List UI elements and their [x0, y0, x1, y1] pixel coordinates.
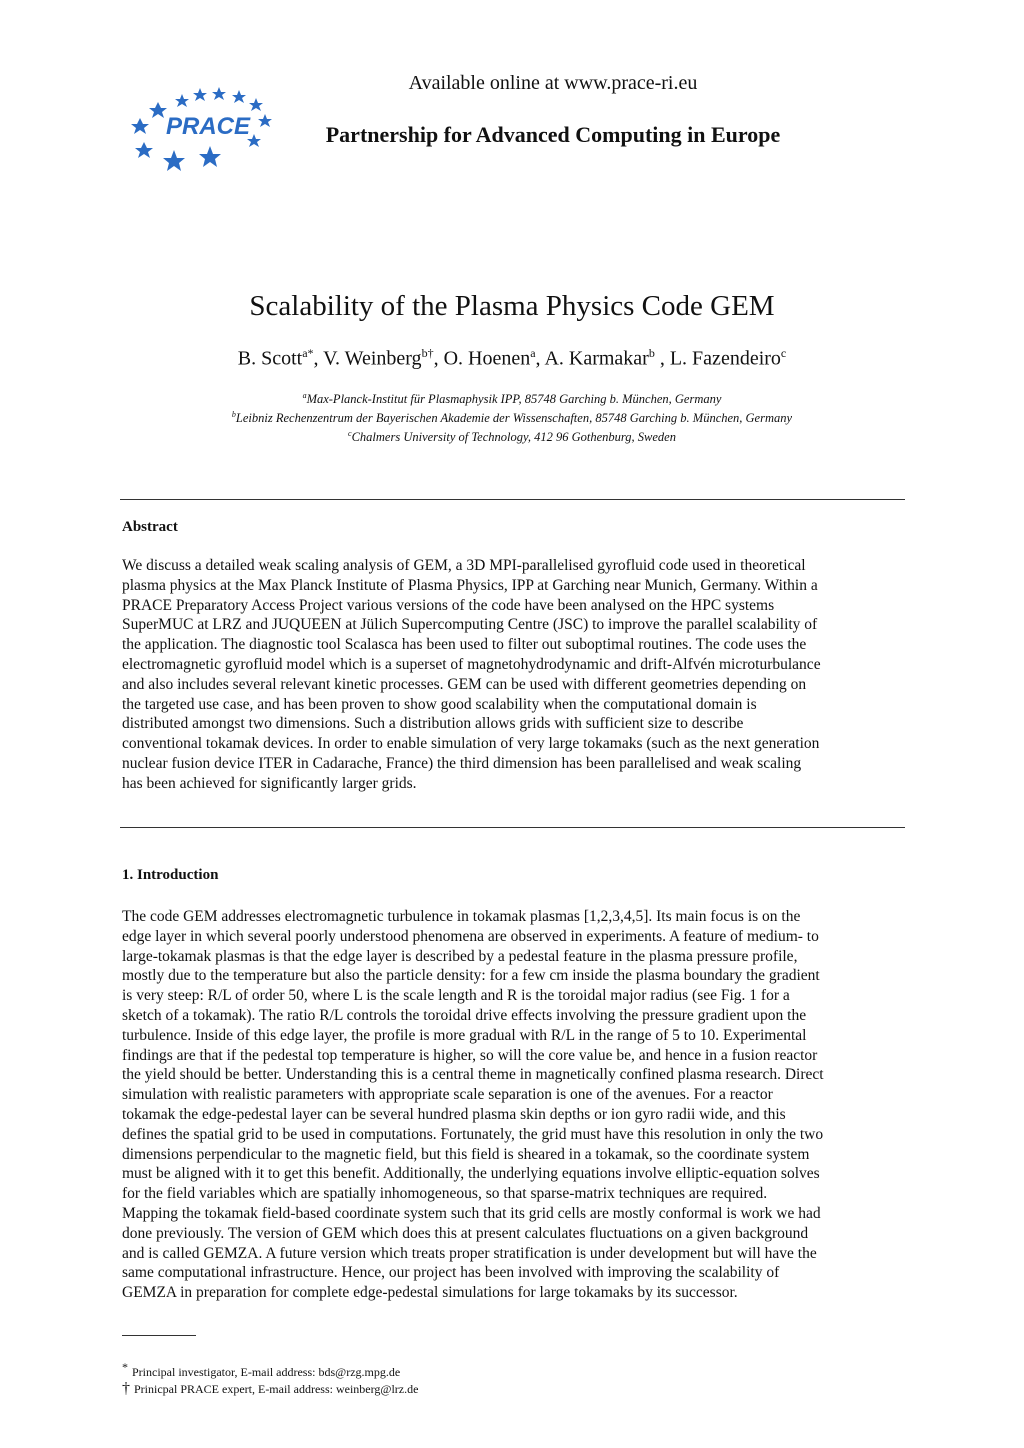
footnote-mark: *	[122, 1360, 128, 1374]
affiliations	[0, 388, 1024, 445]
intro-line: same computational infrastructure. Hence, our project has been involved with improving the scalability of	[122, 1264, 780, 1282]
affiliation	[0, 426, 1024, 445]
author-sup: b†	[421, 346, 434, 360]
abstract-line: has been achieved for significantly larger grids.	[122, 774, 417, 792]
abstract-line: conventional tokamak devices. In order to enable simulation of very large tokamaks (such as the next generation	[122, 735, 820, 753]
intro-line: for the field variables which are spatially inhomogeneous, so that sparse-matrix techniques are required.	[122, 1185, 768, 1203]
intro-line: defines the spatial grid to be used in computations. Fortunately, the grid must have this resolution in only the two	[122, 1125, 824, 1143]
intro-line: is very steep: R/L of order 50, where L is the scale length and R is the toroidal major radius (see Fig. 1 for a	[122, 987, 790, 1005]
intro-line: tokamak the edge-pedestal layer can be several hundred plasma skin depths or ion gyro radii wide, and this	[122, 1105, 786, 1123]
abstract-top-rule	[120, 499, 905, 500]
introduction-heading: 1. Introduction	[122, 867, 219, 883]
abstract-line: plasma physics at the Max Planck Institute of Plasma Physics, IPP at Garching near Munich, Germany. Within a	[122, 576, 818, 594]
footnote-text: Prinicpal PRACE expert, E-mail address: weinberg@lrz.de	[134, 1382, 419, 1396]
intro-line: simulation with realistic parameters with appropriate scale separation is one of the avenues. For a reactor	[122, 1086, 773, 1104]
available-online: Available online at www.prace-ri.eu	[408, 72, 698, 94]
author-name: V. Weinberg	[323, 347, 422, 370]
footnote-text: Principal investigator, E-mail address: bds@rzg.mpg.de	[132, 1365, 401, 1379]
abstract-line: distributed amongst two dimensions. Such a distribution allows grids with sufficient size to describe	[122, 715, 744, 733]
affiliation-sup: a	[302, 391, 307, 400]
author-name: L. Fazendeiro	[669, 347, 781, 370]
abstract-line: PRACE Preparatory Access Project various versions of the code have been analysed on the HPC systems	[122, 596, 775, 614]
intro-line: Mapping the tokamak field-based coordinate system such that its grid cells are mostly conformal is work we had	[122, 1204, 821, 1222]
intro-line: must be aligned with it to get this benefit. Additionally, the underlying equations involve elliptic-equation solves	[122, 1165, 820, 1183]
affiliation-text: Max-Planck-Institut für Plasmaphysik IPP, 85748 Garching b. München, Germany	[306, 392, 722, 407]
intro-line: mostly due to the temperature but also the particle density: for a few cm inside the plasma boundary the gradient	[122, 967, 820, 985]
intro-line: dimensions perpendicular to the magnetic field, but this field is sheared in a tokamak, so the coordinate system	[122, 1145, 810, 1163]
abstract-line: the application. The diagnostic tool Scalasca has been used to filter out suboptimal routines. The code uses the	[122, 636, 807, 654]
abstract-line: SuperMUC at LRZ and JUQUEEN at Jülich Supercomputing Centre (JSC) to improve the parallel scalability of	[122, 616, 818, 634]
footnote-1	[122, 1360, 400, 1380]
affiliation-sup: c	[348, 429, 352, 439]
abstract-line: electromagnetic gyrofluid model which is a superset of magnetohydrodynamic and drift-Alfvén microturbulance	[122, 655, 821, 673]
affiliation	[0, 388, 1024, 407]
intro-line: sketch of a tokamak). The ratio R/L controls the toroidal drive effects involving the pressure gradient upon the	[122, 1006, 807, 1024]
intro-line: large-tokamak plasmas is that the edge layer is described by a pedestal feature in the plasma pressure profile,	[122, 947, 798, 965]
intro-line: turbulence. Inside of this edge layer, the profile is more gradual with R/L in the range of 5 to 10. Experimental	[122, 1026, 807, 1044]
abstract-line: the targeted use case, and has been proven to show good scalability when the computational domain is	[122, 695, 757, 713]
footnote-mark: †	[122, 1380, 130, 1397]
author-sup: a	[530, 346, 536, 360]
author-name: O. Hoenen	[443, 347, 531, 370]
intro-line: done previously. The version of GEM which does this at present calculates fluctuations on a given background	[122, 1224, 809, 1242]
footnote-rule	[122, 1335, 196, 1336]
abstract-line: and also includes several relevant kinetic processes. GEM can be used with different geometries depending on	[122, 675, 807, 693]
affiliation-sup: b	[231, 410, 236, 420]
author-sup: b	[648, 346, 655, 360]
author-name: B. Scott	[237, 347, 303, 370]
author-list: B. Scott$^{a*}$, V. Weinberg$^{b\dagger}$, O. Hoenen$^a$, A. Karmakar$^b$ , L. Fazendeiro$^c$	[237, 346, 787, 370]
prace-logo-text: PRACE	[166, 113, 251, 140]
intro-line: edge layer in which several poorly understood phenomena are observed in experiments. A feature of medium- to	[122, 927, 819, 945]
author-name: A. Karmakar	[544, 347, 649, 370]
intro-line: GEMZA in preparation for complete edge-pedestal simulations for large tokamaks by its successor.	[122, 1284, 738, 1302]
footnote-2	[122, 1380, 418, 1398]
abstract-line: We discuss a detailed weak scaling analysis of GEM, a 3D MPI-parallelised gyrofluid code used in theoretical	[122, 557, 806, 574]
affiliation	[0, 407, 1024, 426]
intro-line: The code GEM addresses electromagnetic turbulence in tokamak plasmas [1,2,3,4,5]. Its main focus is on the	[122, 908, 801, 925]
intro-line: the yield should be better. Understanding this is a central theme in magnetically confined plasma research. Direct	[122, 1066, 824, 1084]
intro-line: findings are that if the pedestal top temperature is higher, so will the core value be, and hence in a fusion reactor	[122, 1046, 818, 1064]
abstract-heading: Abstract	[122, 519, 178, 535]
affiliation-text: Chalmers University of Technology, 412 96 Gothenburg, Sweden	[351, 430, 676, 445]
paper-title: Scalability of the Plasma Physics Code GEM	[249, 290, 775, 322]
abstract-line: nuclear fusion device ITER in Cadarache, France) the third dimension has been parallelised and weak scaling	[122, 754, 802, 772]
introduction-body	[122, 907, 910, 1303]
abstract-body	[122, 556, 910, 794]
author-sup: c	[780, 346, 787, 360]
partnership-heading: Partnership for Advanced Computing in Europe	[325, 122, 781, 147]
affiliation-text: Leibniz Rechenzentrum der Bayerischen Akademie der Wissenschaften, 85748 Garching b. München, Germany	[235, 411, 793, 426]
intro-line: and is called GEMZA. A future version which treats proper stratification is under development but will have the	[122, 1244, 817, 1262]
author-sup: a*	[302, 346, 314, 360]
abstract-bottom-rule	[120, 827, 905, 828]
